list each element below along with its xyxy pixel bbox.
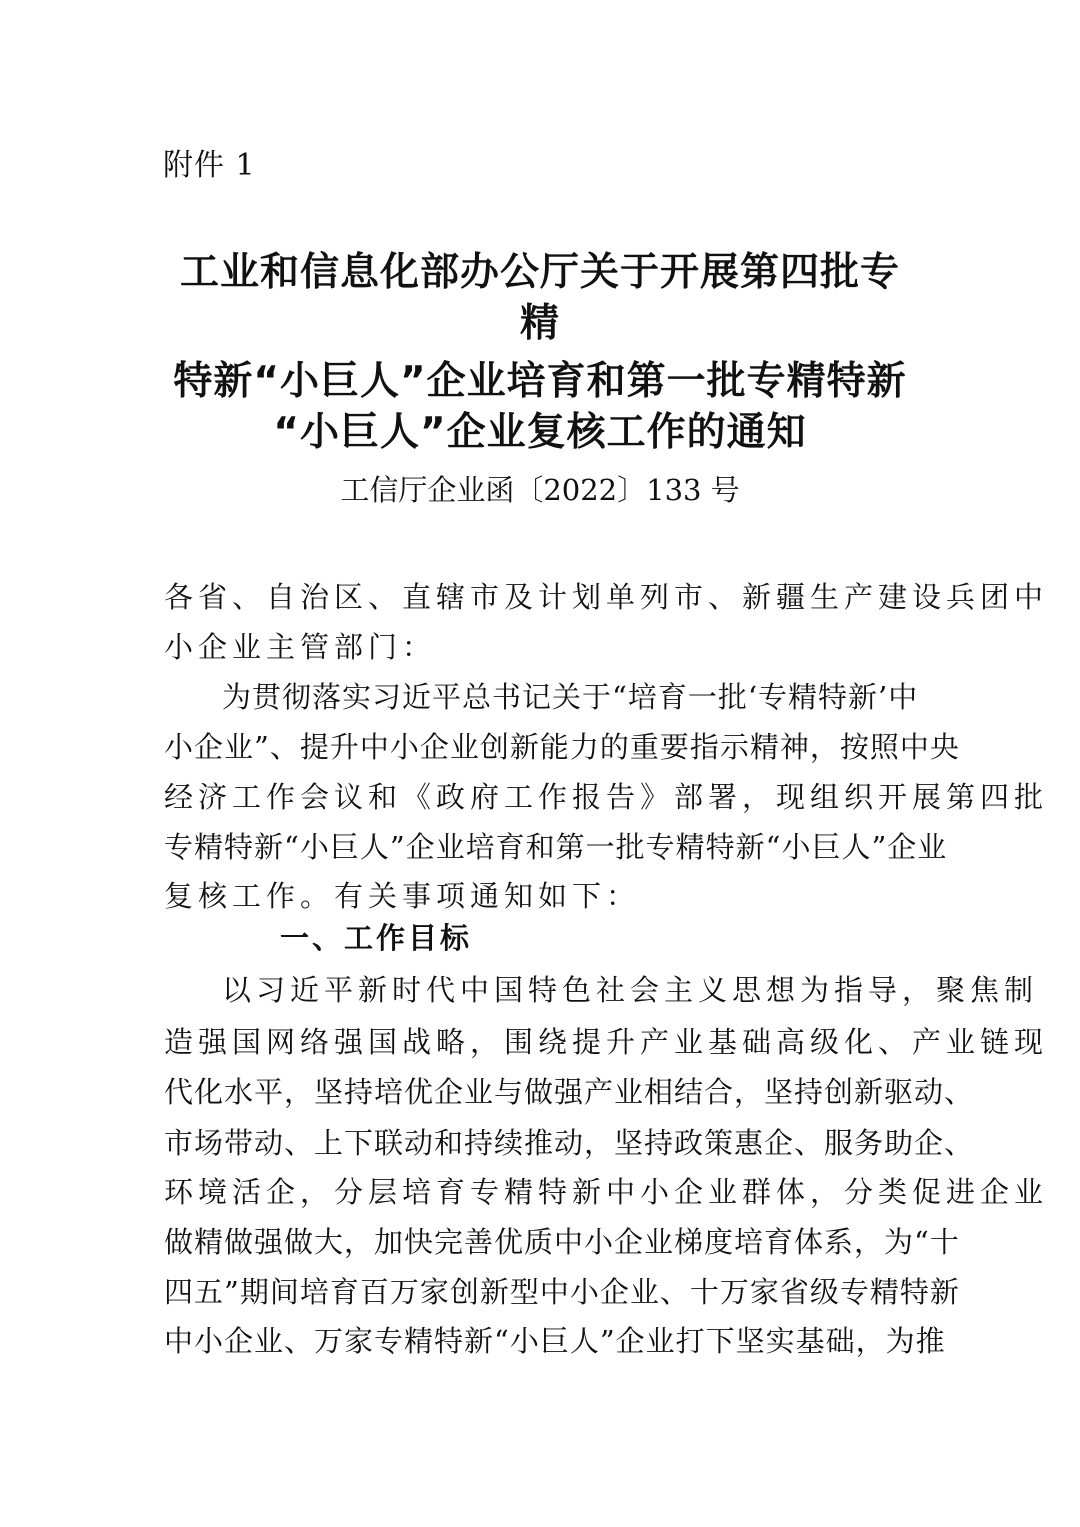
section-body-line: 代化水平，坚持培优企业与做强产业相结合，坚持创新驱动、 [164, 1075, 975, 1109]
section-body-line: 造强国网络强国战略，围绕提升产业基础高级化、产业链现 [164, 1025, 1049, 1059]
attachment-label: 附件 1 [163, 148, 256, 183]
section-body-line: 中小企业、万家专精特新“小巨人”企业打下坚实基础，为推 [164, 1324, 946, 1358]
section-body-line: 以习近平新时代中国特色社会主义思想为指导，聚焦制 [222, 973, 1039, 1007]
intro-line: 专精特新“小巨人”企业培育和第一批专精特新“小巨人”企业 [164, 830, 948, 864]
document-title-line: 精 [519, 301, 560, 346]
intro-line: 为贯彻落实习近平总书记关于“培育一批‘专精特新’中 [222, 680, 919, 714]
section-body-line: 市场带动、上下联动和持续推动，坚持政策惠企、服务助企、 [164, 1126, 975, 1160]
document-title-line: “小巨人”企业复核工作的通知 [273, 410, 807, 455]
intro-line: 小企业”、提升中小企业创新能力的重要指示精神，按照中央 [164, 730, 960, 764]
intro-line: 复核工作。有关事项通知如下： [164, 879, 641, 913]
document-number: 工信厅企业函〔2022〕133 号 [340, 473, 740, 507]
intro-line: 经济工作会议和《政府工作报告》部署，现组织开展第四批 [164, 780, 1049, 814]
recipients-line: 小企业主管部门： [164, 630, 437, 664]
section-body-line: 环境活企，分层培育专精特新中小企业群体，分类促进企业 [164, 1175, 1049, 1209]
document-title-line: 特新“小巨人”企业培育和第一批专精特新 [173, 359, 907, 404]
section-body-line: 四五”期间培育百万家创新型中小企业、十万家省级专精特新 [164, 1275, 960, 1309]
section-heading: 一、工作目标 [280, 921, 473, 955]
recipients-line: 各省、自治区、直辖市及计划单列市、新疆生产建设兵团中 [164, 580, 1049, 614]
section-body-line: 做精做强做大，加快完善优质中小企业梯度培育体系，为“十 [164, 1225, 960, 1259]
document-title-line: 工业和信息化部办公厅关于开展第四批专 [179, 250, 900, 295]
